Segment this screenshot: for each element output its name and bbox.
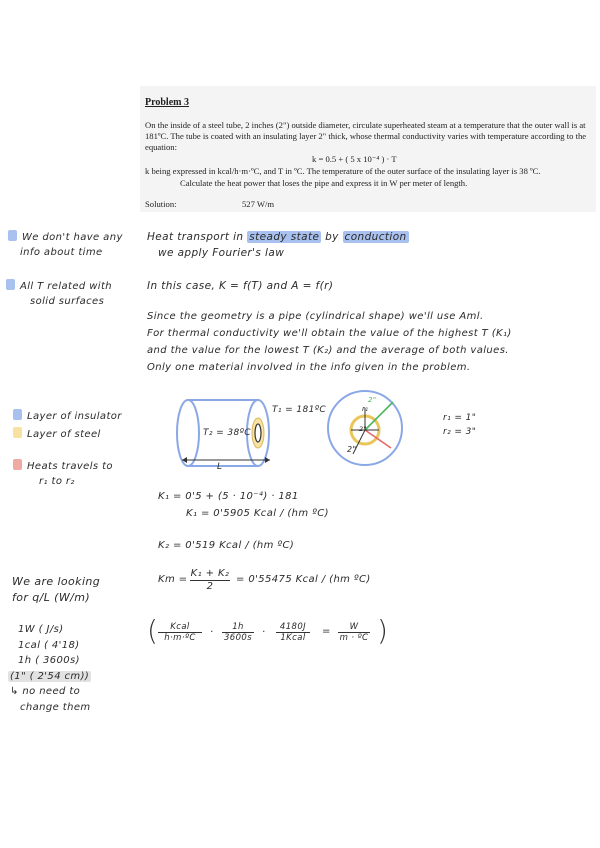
- conversion-line: 1cal ( 4'18): [18, 639, 80, 651]
- since-line-1: Since the geometry is a pipe (cylindrical shape) we'll use Aml.: [147, 311, 484, 322]
- conversion-line: change them: [20, 701, 91, 713]
- problem-paragraph: On the inside of a steel tube, 2 inches (2") outside diameter, circulate superheated steam at a temperature that the outer wall is at 181ºC. The tube is coated with an insulating layer 2" thick, whose thermal conductivity varies with temperature according to the equation:: [145, 120, 587, 152]
- note-line: r₁ to r₂: [39, 476, 75, 487]
- this-case-line: In this case, K = f(T) and A = f(r): [147, 280, 334, 292]
- unit-conversions: [10, 622, 91, 715]
- denominator: 1Kcal: [280, 633, 306, 643]
- km-denominator: 2: [206, 581, 214, 592]
- note-line: We don't have any: [22, 232, 123, 243]
- km-numerator: K₁ + K₂: [190, 568, 230, 579]
- r1-value: r₁ = 1": [443, 413, 477, 423]
- unit-fraction-3: [276, 622, 310, 643]
- note-line: Heats travels to: [27, 461, 113, 472]
- km-fraction: [190, 568, 230, 592]
- k1-result: K₁ = 0'5905 Kcal / (hm ºC): [186, 508, 329, 519]
- text-segment: Heat transport in: [147, 231, 244, 243]
- numerator: W: [338, 622, 370, 633]
- legend-label: Layer of steel: [27, 429, 101, 440]
- arrow-right-icon: [265, 457, 270, 463]
- dot-operator: ·: [210, 627, 214, 638]
- red-marker-icon: [13, 459, 22, 470]
- k1-equation: K₁ = 0'5 + (5 · 10⁻⁴) · 181: [158, 491, 299, 502]
- legend-label: Layer of insulator: [27, 411, 122, 422]
- right-paren: ): [377, 614, 388, 647]
- unit-fraction-2: [222, 622, 254, 643]
- note-no-time: [8, 230, 123, 260]
- steel-color-icon: [13, 427, 22, 438]
- conductivity-equation: k = 0.5 + ( 5 x 10⁻⁴ ) · T: [312, 154, 397, 164]
- note-line: solid surfaces: [30, 296, 105, 307]
- denominator: m · ºC: [339, 633, 369, 643]
- note-line: We are looking: [12, 575, 101, 588]
- circle-green-label: 2": [368, 396, 377, 404]
- dot-operator: ·: [262, 627, 266, 638]
- circle-diameter-label: 2": [359, 425, 367, 433]
- note-line: for q/L (W/m): [12, 591, 91, 604]
- km-result: = 0'55475 Kcal / (hm ºC): [236, 574, 371, 585]
- numerator: 4180J: [276, 622, 310, 633]
- fourier-line: we apply Fourier's law: [158, 247, 285, 259]
- note-all-t: [6, 279, 112, 309]
- blue-marker-icon: [8, 230, 17, 241]
- t2-label: T₂ = 38ºC: [203, 428, 251, 438]
- t1-label: T₁ = 181ºC: [272, 405, 327, 415]
- task-line: Calculate the heat power that loses the pipe and express it in W per meter of length.: [180, 178, 468, 188]
- length-label: L: [217, 462, 223, 472]
- circle-r1-label: r₁: [362, 405, 369, 413]
- pipe-inner-bore: [255, 424, 261, 442]
- circle-bottom-label: 2": [347, 445, 357, 454]
- solution-value: 527 W/m: [242, 199, 275, 209]
- km-label: Km =: [158, 574, 188, 585]
- legend-steel: [13, 427, 101, 442]
- unit-fraction-1: [158, 622, 202, 643]
- denominator: 3600s: [223, 633, 253, 643]
- legend-insulator: [13, 409, 122, 424]
- unit-fraction-4: [338, 622, 370, 643]
- r2-value: r₂ = 3": [443, 427, 477, 437]
- note-line: info about time: [20, 247, 103, 258]
- problem-title: Problem 3: [145, 97, 189, 108]
- denominator: h·m·ºC: [164, 633, 196, 643]
- numerator: 1h: [222, 622, 254, 633]
- since-line-2: For thermal conductivity we'll obtain the value of the highest T (K₁): [147, 328, 512, 339]
- since-line-4: Only one material involved in the info given in the problem.: [147, 362, 471, 373]
- conduction-highlight: conduction: [344, 231, 407, 243]
- equals-sign: =: [322, 626, 331, 637]
- pipe-back-edge: [177, 400, 199, 466]
- note-heat-direction: [13, 459, 113, 489]
- conversion-line: 1h ( 3600s): [18, 655, 80, 666]
- insulator-color-icon: [13, 409, 22, 420]
- conversion-line: 1W ( J/s): [18, 624, 64, 635]
- radius-values: [443, 411, 476, 439]
- solution-label: Solution:: [145, 199, 177, 209]
- numerator: Kcal: [158, 622, 202, 633]
- conversion-line-highlighted: (1" ( 2'54 cm)): [10, 670, 90, 682]
- heat-transport-line: [147, 231, 409, 243]
- steady-state-highlight: steady state: [249, 231, 320, 243]
- conversion-line: ↳ no need to: [10, 686, 81, 697]
- text-segment: by: [325, 231, 339, 243]
- since-line-3: and the value for the lowest T (K₂) and the average of both values.: [147, 345, 509, 356]
- k2-result: K₂ = 0'519 Kcal / (hm ºC): [158, 540, 295, 551]
- units-line: k being expressed in kcal/h·m·ºC, and T in ºC. The temperature of the outer surface of the insulating layer is 38 ºC.: [145, 166, 541, 176]
- note-looking-for: [12, 574, 100, 606]
- left-paren: (: [147, 614, 158, 647]
- blue-marker-icon: [6, 279, 15, 290]
- note-line: All T related with: [20, 281, 113, 292]
